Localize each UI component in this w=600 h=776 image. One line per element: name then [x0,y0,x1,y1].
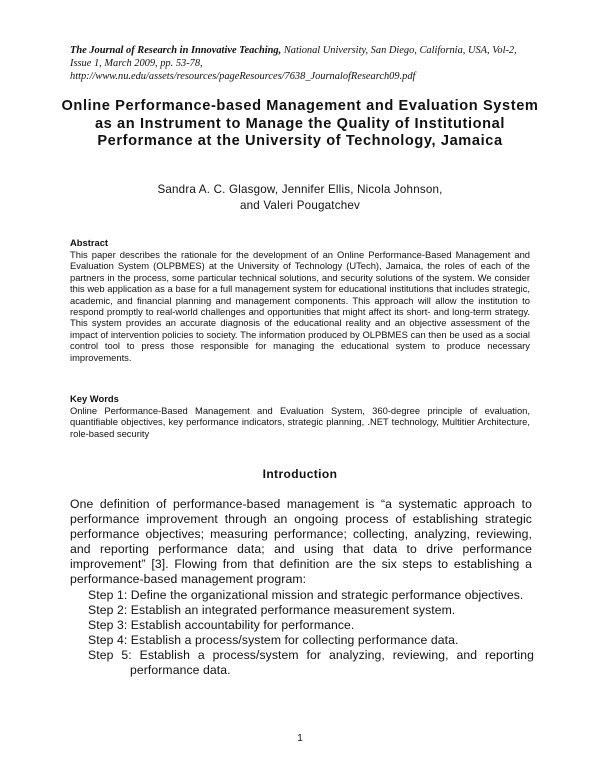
introduction-paragraph: One definition of performance-based management is “a systematic approach to performance improvement through an ongoing process of establishing strategic performance objectives; measuring performance; collecting, analyzing, reviewing, and reporting performance data; and using that data to drive performance improvement” [3]. Flowing from that definition are the six steps to establishing a performance-based management program: [70,497,532,587]
keywords-text: Online Performance-Based Management and Evaluation System, 360-degree principle of evaluation, quantifiable objectives, key performance indicators, strategic planning, .NET technology, Multitier Architecture, role-based security [70,405,530,439]
page-number: 1 [297,733,303,744]
abstract-heading: Abstract [70,237,109,248]
list-item: Step 1: Define the organizational mission and strategic performance objectives. [88,588,524,602]
steps-list [88,588,534,679]
list-item: Step 5: Establish a process/system for analyzing, reviewing, and reporting performance data. [88,648,534,678]
paper-title: Online Performance-based Management and Evaluation System as an Instrument to Manage the Quality of Institutional Performance at the University of Technology, Jamaica [61,98,539,149]
authors-line-2: and Valeri Pougatchev [239,199,360,212]
introduction-heading: Introduction [262,467,338,481]
authors-line-1: Sandra A. C. Glasgow, Jennifer Ellis, Nicola Johnson, [157,183,443,196]
citation-details: National University, San Diego, California, USA, Vol-2, Issue 1, March 2009, pp. 53-78, http://www.nu.edu/assets/resources/pageResources/7638_JournalofResearch09.pdf [70,45,517,82]
list-item: Step 4: Establish a process/system for collecting performance data. [88,633,459,648]
abstract-text: This paper describes the rationale for the development of an Online Performance-Based Management and Evaluation System (OLPBMES) at the University of Technology (UTech), Jamaica, the roles of each of the partners in the process, some particular technical solutions, and security solutions of the system. We consider this web application as a base for a full management system for educational institutions that includes strategic, academic, and financial planning and management components. This approach will allow the institution to respond promptly to real-world challenges and opportunities that might affect its short- and long-term strategy. This system provides an accurate diagnosis of the educational reality and an objective assessment of the impact of intervention policies to society. The information produced by OLPBMES can then be used as a social control tool to press those responsible for managing the educational system to produce necessary improvements. [70,249,530,363]
list-item: Step 2: Establish an integrated performance measurement system. [88,603,456,618]
keywords-heading: Key Words [70,393,119,404]
author-list [120,182,480,214]
journal-citation [70,44,540,83]
journal-name: The Journal of Research in Innovative Teaching, [70,45,282,56]
list-item: Step 3: Establish accountability for performance. [88,618,355,633]
